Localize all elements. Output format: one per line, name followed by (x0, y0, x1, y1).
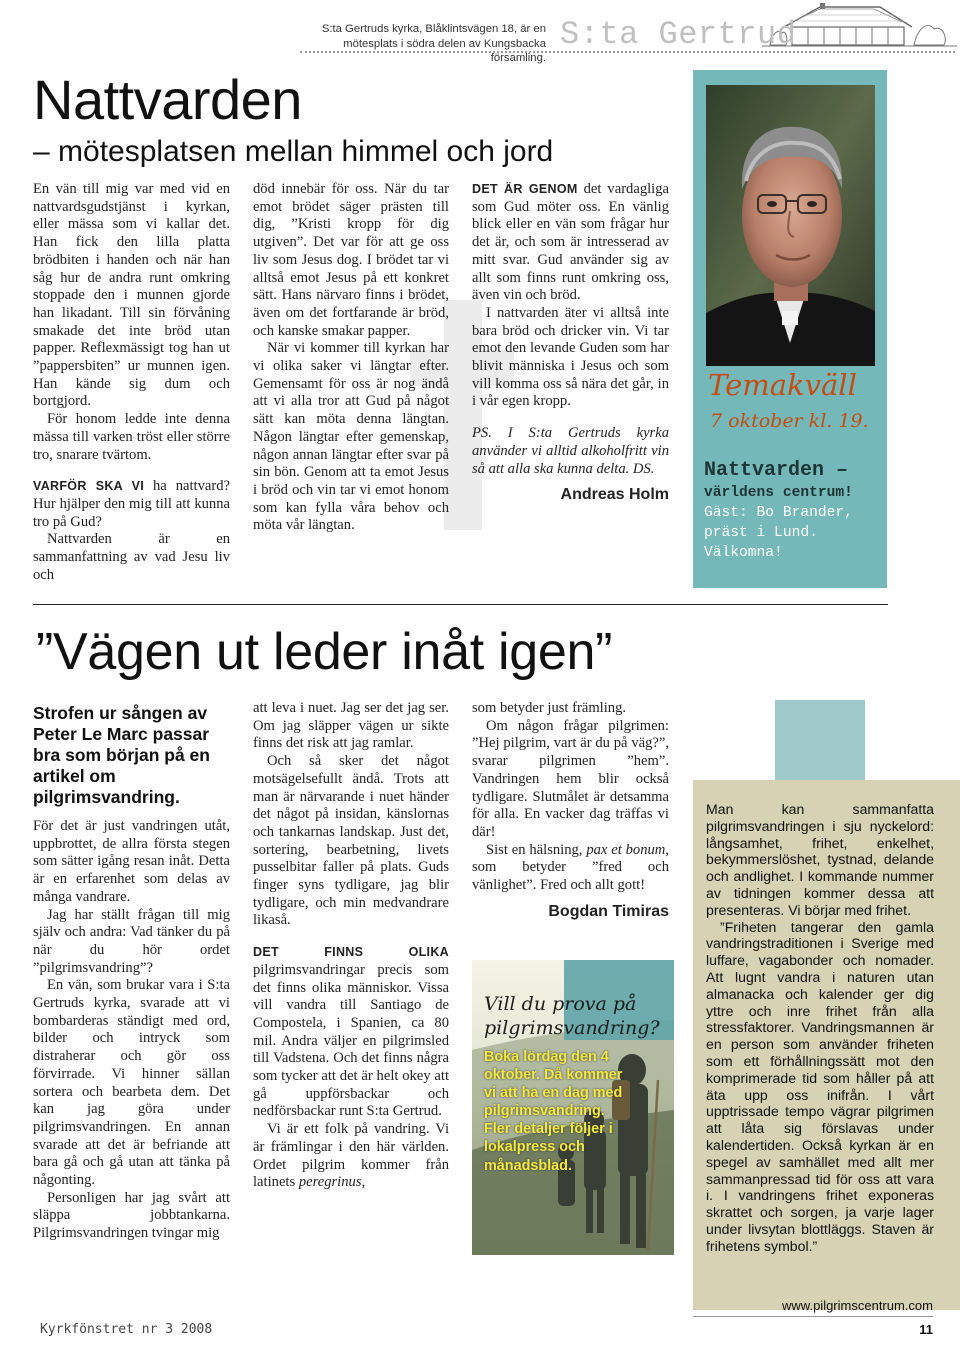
ad-text: Boka lördag den 4 oktober. Då kommer vi att ha en dag med pilgrimsvandring. Fler detaljer följer i lokalpress och månadsblad. (484, 1049, 623, 1174)
event-line-1: världens centrum! (704, 485, 853, 501)
article-title: Nattvarden (33, 68, 302, 131)
text: Vi är ett folk på vandring. Vi är främlingar i den här världen. Ordet pilgrim kommer från latinets (253, 1121, 449, 1191)
page-number: 11 (919, 1322, 933, 1337)
text-italic: peregrinus, (298, 1174, 366, 1191)
article2-intro: Strofen ur sången av Peter Le Marc passar bra som början på en artikel om pilgrimsvandring. (33, 703, 210, 807)
text: , som betyder ”fred och vänlighet”. Fred och allt gott! (472, 841, 669, 894)
paragraph: I nattvarden äter vi alltså inte bara bröd och dricker vin. Vi tar emot den levande Guden som har blivit människa i Jesus och som vill komma oss så nära det går, in i vår egen kropp. (472, 304, 669, 410)
text: Sist en hälsning, (486, 841, 587, 858)
paragraph (33, 478, 230, 531)
header-caption (300, 22, 546, 66)
event-text (704, 458, 884, 563)
event-line-3: präst i Lund. (704, 525, 818, 541)
event-script-date: 7 oktober kl. 19. (710, 410, 869, 432)
article1-column-2 (253, 181, 449, 535)
lead-in: VARFÖR SKA VI (33, 479, 145, 494)
caption-line-1: S:ta Gertruds kyrka, Blåklintsvägen 18, är en (321, 23, 546, 35)
caption-line-2: mötesplats i södra delen av Kungsbacka församling. (343, 37, 546, 64)
section-divider (33, 604, 888, 605)
paragraph: död innebär för oss. När du tar emot brödet säger prästen till dig, ”Kristi kropp för dig utgiven”. Det var för att ge oss liv som Jesus dog. I brödet tar vi alltså emot Jesus på ett konkret sätt. Hans närvaro finns i brödet, även om det fortfarande är bröd, och kanske smakar papper. (253, 181, 449, 339)
article-subtitle: – mötesplatsen mellan himmel och jord (33, 135, 554, 168)
event-line-2: Gäst: Bo Brander, (704, 505, 853, 521)
ad-script-heading: Vill du prova på pilgrimsvandring? (484, 993, 660, 1039)
paragraph: För honom ledde inte denna mässa till varken tröst eller större tro, snarare tvärtom. (33, 411, 230, 463)
event-script-title: Temakväll (708, 368, 857, 402)
lead-in: DET FINNS OLIKA (253, 945, 449, 960)
article1-column-1 (33, 181, 230, 584)
portrait-photo (706, 85, 875, 366)
paragraph (253, 1121, 449, 1192)
article2-column-1 (33, 818, 230, 1243)
lead-in: DET ÄR GENOM (472, 182, 578, 196)
ps-note: PS. I S:ta Gertruds kyrka använder vi alltid alkoholfritt vin så att alla ska kunna delta. DS. (472, 425, 669, 477)
article2-column-3 (472, 700, 669, 920)
event-heading: Nattvarden – (704, 459, 849, 482)
book-cover (775, 700, 865, 780)
paragraph (472, 181, 669, 305)
paragraph: En vän till mig var med vid en nattvardsgudstjänst i kyrkan, eller mässa som vi kallar det. Han fick den lilla platta brödbiten i handen och när han såg hur de andra runt omkring stoppade den i munnen gjorde han likadant. Till sin förvåning smakade det inte bröd utan papper. Reflexmässigt tog han ut ”pappersbiten” ur munnen igen. Han kände sig dum och bortgjord. (33, 181, 230, 410)
website-url[interactable]: www.pilgrimscentrum.com (782, 1298, 933, 1313)
paragraph: Jag har ställt frågan till mig själv och andra: Vad tänker du på när du hör ordet ”pilgrimsvandring”? (33, 906, 230, 976)
paragraph: som betyder just främling. (472, 700, 627, 716)
paragraph: att leva i nuet. Jag ser det jag ser. Om jag släpper vägen ur sikte finns det risk att jag ramlar. (253, 700, 449, 752)
paragraph (472, 842, 669, 895)
lead-rest: pilgrimsvandringar precis som det finns olika människor. Vissa vill vandra till Santiago de Compostela, i Spanien, ca 80 mil. Andra väljer en pilgrimsled till Vadstena. Och det finns några som tycker att det är helt okey att gå uppförsbackar och nedförsbackar runt S:ta Gertrud. (253, 961, 449, 1120)
paragraph: Om någon frågar pilgrimen: ”Hej pilgrim, vart är du på väg?”, svarar pilgrimen ”hem”. Vandringen hem blir också tydligare. Slutmålet är detsamma för alla. En vacker dag träffas vi där! (472, 717, 669, 840)
paragraph: ”Friheten tangerar den gamla vandringstraditionen i Sverige med luffare, vagabonder och nomader. Att lugnt vandra i naturen utan almanacka och kalender ger dig yttre och inre frihet från alla stressfaktorer. Vandringsmannen är en person som använder friheten som ett förhållningssätt mot den komprimerade tid som håller på att äta upp oss inifrån. I vårt upptrissade tempo vägrar pilgrimen att låta sig förslavas under kalendertiden. Också kyrkan är en spegel av samhället med allt mer sammanpressad tid för oss att vara i. I vandringens frihet exponeras skrattet och sorgen, ja varje lager under livsytan blottläggs. Staven är frihetens symbol.” (706, 918, 934, 1254)
paragraph: Personligen har jag svårt att släppa jobbtankarna. Pilgrimsvandringen tvingar mig (33, 1189, 230, 1242)
article2-column-2 (253, 700, 449, 1192)
lead-rest: ha nattvard? Hur hjälper den mig till att kunna tro på Gud? (33, 478, 230, 530)
magazine-name: Kyrkfönstret nr 3 2008 (40, 1322, 213, 1337)
footer-rule (693, 1316, 933, 1317)
text-italic: pax et bonum (586, 841, 666, 858)
paragraph: Nattvarden är en sammanfattning av vad Jesu liv och (33, 531, 230, 583)
paragraph: Och så sker det något motsägelsefullt ändå. Trots att man är närvarande i nuet händer det något på insidan, känslornas och tankarnas landskap. Just det, sortering, bearbetning, livets pusselbitar faller på plats. Guds finger syns tydligare, jag blir tydligare, och min medvandrare likaså. (253, 753, 449, 929)
paragraph: För det är just vandringen utåt, uppbrottet, de allra första stegen som sätter igång resan inåt. Detta är en erfarenhet som delas av många vandrare. (33, 818, 230, 905)
lead-rest: det vardagliga som Gud möter oss. En vänlig blick eller en vän som frågar hur det är, och som är intresserad av mitt svar. Gud använder sig av allt som finns runt omkring oss, även vin och bröd. (472, 181, 670, 304)
brand-name: S:ta Gertrud (560, 16, 797, 53)
author-signature: Bogdan Timiras (548, 902, 669, 920)
paragraph: Man kan sammanfatta pilgrimsvandringen i sju nyckelord: långsamhet, frihet, enkelhet, bekymmerslöshet, tystnad, delande och andlighet. I kommande nummer av tidningen kommer dessa att presenteras. Vi börjar med frihet. (706, 801, 934, 918)
paragraph (253, 944, 449, 1121)
article1-column-3 (472, 181, 669, 504)
author-signature: Andreas Holm (560, 486, 669, 504)
article2-title: ”Vägen ut leder inåt igen” (36, 623, 613, 681)
paragraph: När vi kommer till kyrkan har vi olika saker vi längtar efter. Gemensamt för oss är nog ändå att vi alla tror att Gud på något sätt kan möta denna längtan. Någon längtar efter gemenskap, någon annan längtar efter svar på sin bön. Genom att ta emot Jesus i bröd och vin tar vi emot honom som kan fylla våra behov och möta vår längtan. (253, 340, 449, 534)
paragraph: En vän, som brukar vara i S:ta Gertruds kyrka, svarade att vi bombarderas ständigt med ord, bilder och intryck som distraherar och gör oss förvirrade. Vi hinner sällan sortera och bearbeta dem. Det kan jag göra under pilgrimsvandringen. En annan svarade att det är befriande att bara gå och gå utan att tänka på någonting. (33, 977, 230, 1189)
event-line-4: Välkomna! (704, 545, 783, 561)
frihet-sidebar-text (706, 801, 934, 1255)
